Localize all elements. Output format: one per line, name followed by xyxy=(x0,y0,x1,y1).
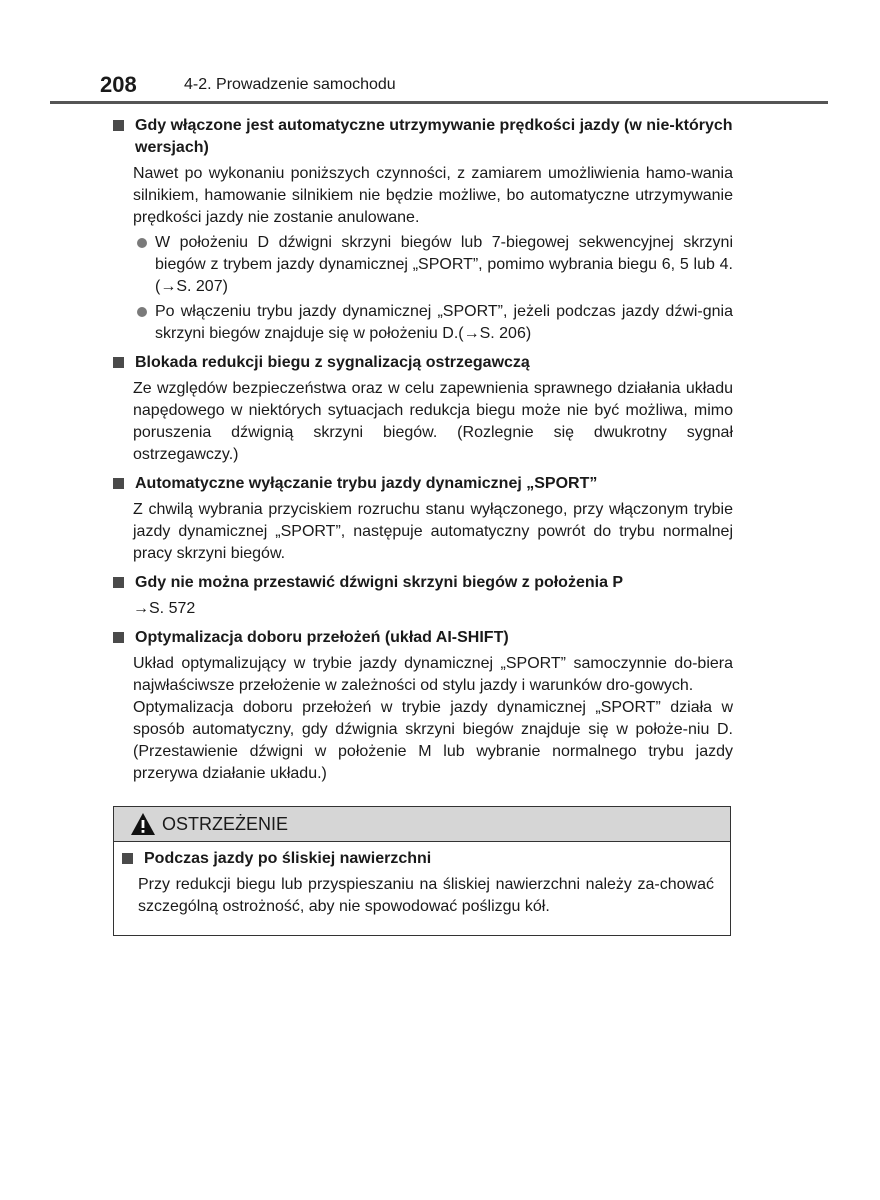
section-ai-shift xyxy=(111,627,733,785)
paragraph: Układ optymalizujący w trybie jazdy dynamicznej „SPORT” samoczynnie do-biera najwłaściwsze przełożenie w zależności od stylu jazdy i warunków dro-gowych. xyxy=(133,655,733,694)
section-heading: Gdy nie można przestawić dźwigni skrzyni biegów z położenia P xyxy=(111,572,733,594)
square-bullet-icon xyxy=(113,357,124,368)
paragraph: Ze względów bezpieczeństwa oraz w celu zapewnienia sprawnego działania układu napędowego w niektórych sytuacjach redukcja biegu może nie być możliwa, mimo poruszenia dźwignią skrzyni biegów. (Rozlegnie się dwukrotny sygnał ostrzegawczy.) xyxy=(133,380,733,463)
header-divider xyxy=(50,101,828,104)
section-title: 4-2. Prowadzenie samochodu xyxy=(184,76,396,93)
warning-title: OSTRZEŻENIE xyxy=(162,813,289,834)
section-heading: Automatyczne wyłączanie trybu jazdy dynamicznej „SPORT” xyxy=(111,473,733,495)
warning-box xyxy=(113,806,731,936)
warning-heading: Podczas jazdy po śliskiej nawierzchni xyxy=(120,848,714,870)
warning-triangle-icon xyxy=(130,812,156,836)
paragraph: Z chwilą wybrania przyciskiem rozruchu stanu wyłączonego, przy włączonym trybie jazdy dynamicznej „SPORT”, następuje automatyczny powrót do trybu normalnej pracy skrzyni biegów. xyxy=(133,501,733,562)
list-item: W położeniu D dźwigni skrzyni biegów lub 7-biegowej sekwencyjnej skrzyni biegów z trybem jazdy dynamicznej „SPORT”, pomimo wybrania biegu 6, 5 lub 4. (→S. 207) xyxy=(137,232,733,298)
square-bullet-icon xyxy=(113,478,124,489)
warning-header xyxy=(114,807,730,842)
list-item: Po włączeniu trybu jazdy dynamicznej „SPORT”, jeżeli podczas jazdy dźwi-gnia skrzyni biegów znajduje się w położeniu D.(→S. 206) xyxy=(137,301,733,345)
section-heading: Blokada redukcji biegu z sygnalizacją ostrzegawczą xyxy=(111,352,733,374)
warning-body xyxy=(114,842,730,918)
paragraph: Nawet po wykonaniu poniższych czynności, z zamiarem umożliwienia hamo-wania silnikiem, hamowanie silnikiem nie będzie możliwe, bo automatyczne utrzymywanie prędkości jazdy nie zostanie anulowane. xyxy=(133,165,733,226)
page-header xyxy=(100,68,830,104)
square-bullet-icon xyxy=(113,632,124,643)
page-number: 208 xyxy=(100,72,137,97)
page-reference: →S. 572 xyxy=(133,600,196,617)
section-downshift-lock xyxy=(111,352,733,466)
square-bullet-icon xyxy=(113,577,124,588)
section-sport-auto-off xyxy=(111,473,733,565)
square-bullet-icon xyxy=(122,853,133,864)
paragraph: Optymalizacja doboru przełożeń w trybie jazdy dynamicznej „SPORT” działa w sposób automatyczny, gdy dźwignia skrzyni biegów znajduje się w położe-niu D. (Przestawienie dźwigni w położenie M lub wybranie normalnego trybu jazdy przerywa działanie układu.) xyxy=(133,699,733,782)
square-bullet-icon xyxy=(113,120,124,131)
dot-bullet-icon xyxy=(137,238,147,248)
warning-text: Przy redukcji biegu lub przyspieszaniu na śliskiej nawierzchni należy za-chować szczególną ostrożność, aby nie spowodować poślizgu kół. xyxy=(138,876,714,915)
main-content xyxy=(111,115,733,792)
section-heading: Optymalizacja doboru przełożeń (układ AI-SHIFT) xyxy=(111,627,733,649)
section-cruise-control xyxy=(111,115,733,345)
section-heading: Gdy włączone jest automatyczne utrzymywanie prędkości jazdy (w nie-których wersjach) xyxy=(111,115,733,159)
section-shift-lock xyxy=(111,572,733,620)
dot-bullet-icon xyxy=(137,307,147,317)
